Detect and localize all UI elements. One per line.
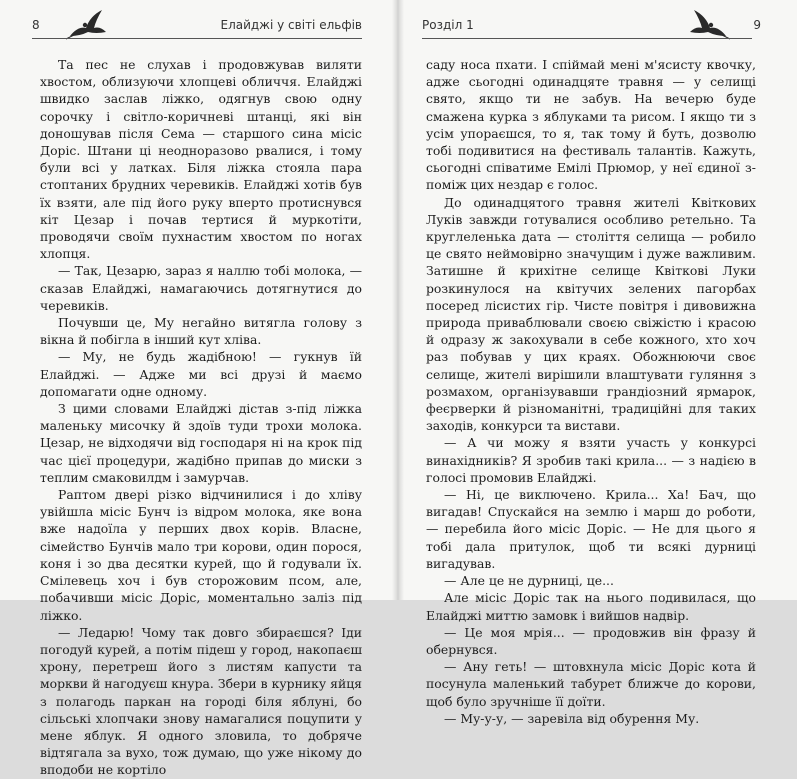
paragraph: — Так, Цезарю, зараз я наллю тобі молока, — сказав Елайджі, намагаючись дотягнутися до черевиків. — [40, 263, 362, 313]
running-title: Розділ 1 — [422, 18, 474, 32]
fairy-icon — [688, 6, 732, 42]
paragraph: — Ні, це виключено. Крила... Ха! Бач, що вигадав! Спускайся на землю і марш до роботи, — перебила його місіс Доріс. — Не для цього я тобі дала притулок, щоб ти всякі дурниці вигадував. — [426, 487, 756, 571]
paragraph: До одинадцятого травня жителі Квіткових Луків завжди готувалися особливо ретельно. Та круглеленька дата — століття селища — робило це свято неймовірно значущим і дуже важливим. Затишне й крихітне селище Квіткові Луки розкинулося на квітучих зелених пагорбах посеред лісистих гір. Чисте повітря і дивовижна природа приваблювали своєю свіжістю і красою й одразу ж закохували в себе кожного, хто хоч раз побував у цих краях. Обожнюючи своє селище, жителі вирішили влаштувати гуляння з розмахом, організувавши грандіозний ярмарок, феєрверки й різноманітні, традиційні для таких заходів, конкурси та вистави. — [426, 194, 756, 434]
header-rule — [422, 38, 752, 39]
right-body-text — [426, 56, 756, 727]
paragraph: — Це моя мрія... — продовжив він фразу й обернувся. — [426, 624, 756, 657]
page-number: 9 — [753, 18, 761, 32]
paragraph: З цими словами Елайджі дістав з-під ліжка маленьку мисочку й здоїв туди трохи молока. Цезар, не відходячи від господаря ні на крок під час цієї процедури, жадібно припав до миски з теплим смаковилдм і замурчав. — [40, 401, 362, 485]
fairy-icon — [64, 6, 108, 42]
paragraph: — Му, не будь жадібною! — гукнув їй Елайджі. — Адже ми всі друзі й маємо допомагати одне одному. — [40, 349, 362, 399]
header-rule — [32, 38, 362, 39]
paragraph: — Але це не дурниці, це... — [444, 573, 614, 589]
paragraph: — А чи можу я взяти участь у конкурсі винахідників? Я зробив такі крила... — з надією в голосі промовив Елайджі. — [426, 435, 756, 485]
right-page — [398, 0, 797, 726]
paragraph: Та пес не слухав і продовжував виляти хвостом, облизуючи хлопцеві обличчя. Елайджі швидко заслав ліжко, одягнув свою одну сорочку і світло-коричневі штанці, які він доношував після Сема — старшого сина місіс Доріс. Штани ці неодноразово рвалися, і тому були всі у латках. Біля ліжка стояла пара стоптаних брудних черевиків. Елайджі хотів був їх взяти, але під його руку вперто протиснувся кіт Цезар і почав тертися й муркотіти, проводячи своїм пухнастим хвостом по ногах хлопця. — [40, 57, 362, 262]
paragraph: саду носа пхати. І спіймай мені м'ясисту квочку, адже сьогодні одинадцяте травня — у селищі свято, якщо ти не забув. На вечерю буде смажена курка з яблуками та рисом. І якщо ти з усім упораєшся, то я, так тому й буть, дозволю тобі подивитися на фестиваль талантів. Кажуть, сьогодні співатиме Емілі Прюмор, у неї єдиної з-поміж цих нездар є голос. — [426, 57, 756, 193]
paragraph: — Ледарю! Чому так довго збираєшся? Іди погодуй курей, а потім підеш у город, накопаєш хрону, перетреш його з листям капусти та моркви й нагодуєш кнура. Збери в курнику яйця з полагодь паркан на городі біля яблуні, бо сільські хлопчаки знову намагалися поцупити у мене яблук. Я одного зловила, то добряче відтягала за вухо, тож думаю, що уже нікому до вподоби не кортіло — [40, 624, 362, 778]
page-number: 8 — [32, 18, 40, 32]
paragraph: Раптом двері різко відчинилися і до хліву увійшла місіс Бунч із відром молока, яке вона вже надоїла у перших двох корів. Власне, сімейство Бунчів мало три корови, один порося, коня і зо два десятки курей, що й годували їх. Смілевець хоч і був сторожовим псом, але, побачивши місіс Доріс, моментально заліз під ліжко. — [40, 487, 362, 623]
paragraph: — Ану геть! — штовхнула місіс Доріс кота й посунула маленький табурет ближче до корови, щоб було зручніше її доїти. — [426, 659, 756, 709]
running-title: Елайджі у світі ельфів — [220, 18, 362, 32]
left-body-text — [40, 56, 362, 779]
paragraph: — Му-у-у, — заревіла від обурення Му. — [444, 710, 700, 726]
left-page — [0, 0, 398, 778]
paragraph: Почувши це, Му негайно витягла голову з вікна й побігла в інший кут хліва. — [40, 315, 362, 348]
paragraph: Але місіс Доріс так на нього подивилася, що Елайджі миттю замовк і вийшов надвір. — [426, 590, 756, 623]
